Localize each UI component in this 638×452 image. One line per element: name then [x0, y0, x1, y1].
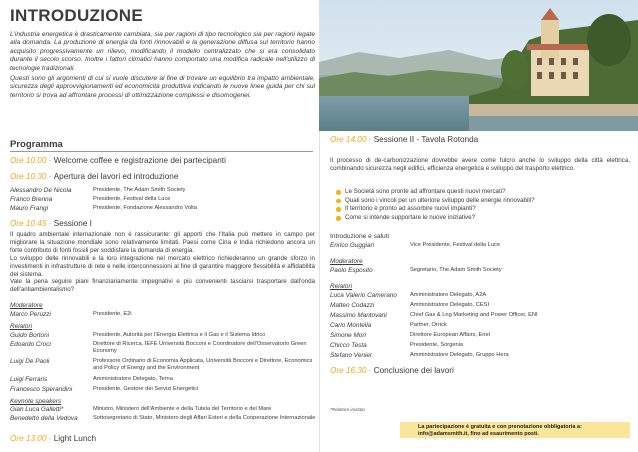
speaker-name: Carlo Montella — [330, 322, 372, 329]
speaker-name: Benedetto della Vedova — [10, 415, 78, 422]
speaker-name: Marco Peruzzi — [10, 311, 51, 318]
speaker-name: Luigi Ferraris — [10, 376, 48, 383]
speaker-name: Edoardo Croci — [10, 341, 51, 348]
speaker-name: Massimo Mantovani — [330, 312, 387, 319]
speaker-name: Paolo Esposito — [330, 267, 373, 274]
speaker-role: Partner, Orrick — [410, 322, 447, 328]
registration-text: La partecipazione è gratuita e con prenotazione obbligatoria a: info@adamsmith.it, fino ad esaurimento posti. — [418, 424, 582, 437]
session-paragraph: Lo sviluppo delle rinnovabili e la loro integrazione nel mercato elettrico richiederanno un grande sforzo in investimenti in infrastrutture di rete e nelle interconnessioni al fine di garantire maggiore flessibilità e affidabilità del sistema. — [10, 254, 315, 278]
agenda-desc: Sessione II - Tavola Rotonda — [373, 135, 479, 144]
agenda-item — [10, 219, 92, 228]
speaker-name: Gian Luca Galletti* — [10, 406, 64, 413]
speaker-role: Presidente, The Adam Smith Society — [93, 187, 186, 193]
agenda-desc: Sessione I — [53, 219, 92, 228]
speaker-name: Alessandro De Nicola — [10, 187, 72, 194]
agenda-item — [10, 172, 178, 181]
speaker-name: Matteo Codazzi — [330, 302, 375, 309]
agenda-item — [10, 156, 226, 165]
speaker-name: Franco Brenna — [10, 196, 53, 203]
speaker-role: Direttore di Ricerca, IEFE Università Bocconi e Coordinatore dell'Osservatorio Green Economy — [93, 341, 307, 354]
footnote: *Relatore invitato — [330, 407, 365, 412]
speaker-role: Direttore European Affairs, Enel — [410, 332, 490, 338]
page-title: INTRODUZIONE — [10, 6, 143, 25]
agenda-item — [10, 434, 96, 443]
speaker-role: Chief Gas & Lng Marketing and Power Officer, ENI — [410, 312, 538, 318]
speaker-name: Luigi De Paoli — [10, 358, 50, 365]
speaker-role: Vice Presidente, Festival della Luce — [410, 242, 500, 248]
agenda-time: Ore 14.00 - — [330, 135, 374, 144]
intro-text — [10, 31, 315, 102]
agenda-item — [330, 366, 454, 375]
speaker-role: Professore Ordinario di Economia Applicata, Università Bocconi e Direttore, Economics and Policy of Energy and the Environment — [93, 358, 313, 371]
speaker-role: Ministro, Ministero dell'Ambiente e della Tutela del Territorio e del Mare — [93, 406, 272, 412]
agenda-desc: Light Lunch — [53, 434, 97, 443]
registration-banner — [400, 422, 630, 438]
session-description — [10, 231, 315, 294]
speaker-role: Amministratore Delegato, CESI — [410, 302, 490, 308]
speaker-role: Amministratore Delegato, A2A — [410, 292, 487, 298]
speaker-role: Amministratore Delegato, Terna — [93, 376, 173, 382]
intro-paragraph: L'industria energetica è drasticamente cambiata, sia per ragioni di tipo tecnologico sia per ragioni legate alla domanda. La produzione di energia da fonti rinnovabili e la generazione diffusa sul territorio hanno acquisito progressivamente un rilievo, modificando il modello centralizzato che si era consolidato durante il secolo scorso. Inoltre i fattori climatici hanno comportato una modifica radicale nell'utilizzo di tecnologie tradizionali. — [10, 31, 315, 72]
lakeside-villa-photo — [319, 0, 638, 131]
agenda-time: Ore 13.00 - — [10, 434, 54, 443]
speaker-name: Chicco Testa — [330, 342, 367, 349]
speaker-name: Mauro Frangi — [10, 205, 49, 212]
session-description: Il processo di de-carbonizzazione dovrebbe avere come fulcro anche lo sviluppo della città elettrica, combinando sicurezza negli edifici, efficienza energetica e sviluppo del trasporto elettrico. — [330, 157, 630, 172]
relatori-label: Relatori — [10, 323, 33, 330]
speaker-role: Presidente, Fondazione Alessandro Volta — [93, 205, 198, 211]
section-heading-programma: Programma — [10, 139, 63, 150]
agenda-desc: Apertura dei lavori ed introduzione — [53, 172, 179, 181]
session-paragraph: Il quadro ambientale internazionale non è rassicurante: gli apporti che l'Italia può mettere in campo per migliorare la situazione mondiale sono relativamente limitati. Paesi come Cina e India richiedono ancora un forte contributo di fonti fossili per soddisfare la domanda di energia. — [10, 231, 315, 254]
session-paragraph: Vale la pena seguire piani finanziariamente impegnativi e più convenienti tasciarsi trasportare dall'onda dell'antiambientalismo? — [10, 278, 315, 294]
speaker-name: Simone Mori — [330, 332, 366, 339]
speaker-name: Francesco Sperandini — [10, 386, 73, 393]
speaker-role: Amministratore Delegato, Gruppo Hera — [410, 352, 509, 358]
agenda-time: Ore 16.30 - — [330, 366, 374, 375]
question-list — [336, 188, 626, 223]
agenda-desc: Welcome coffee e registrazione dei partecipanti — [53, 156, 226, 165]
agenda-time: Ore 10.30 - — [10, 172, 54, 181]
relatori-label: Relatori — [330, 283, 353, 290]
speaker-role: Segretario, The Adam Smith Society — [410, 267, 502, 273]
list-item: Le Società sono pronte ad affrontare questi nuovi mercati? — [336, 188, 626, 197]
speaker-role: Presidente, Gestore dei Servizi Energetici — [93, 386, 199, 392]
intro-paragraph: Questi sono gli argomenti di cui si vuole discutere al fine di trovare un equilibrio tra impatto ambientale, sicurezza degli approvvigionamenti ed economicità produttiva indicando le nuove linee guida per chi sul territorio si trova ad affrontare processi di ottimizzazione complessi e disomogenei. — [10, 75, 315, 99]
speaker-name: Luca Valerio Camerano — [330, 292, 397, 299]
moderatore-label: Moderatore — [10, 302, 43, 309]
speaker-role: Presidente, Sorgenia — [410, 342, 464, 348]
agenda-time: Ore 10.00 - — [10, 156, 54, 165]
speaker-role: Presidente, Autorità per l'Energia Elettrica e il Gas e il Sistema Idrico — [93, 332, 266, 338]
speaker-name: Stefano Venier — [330, 352, 373, 359]
moderatore-label: Moderatore — [330, 258, 363, 265]
intro-saluti-label: Introduzione e saluti — [330, 233, 390, 240]
speaker-name: Guido Bortoni — [10, 332, 50, 339]
agenda-time: Ore 10.45 - — [10, 219, 54, 228]
section-rule — [10, 151, 313, 152]
keynote-label: Keynote speakers — [10, 398, 62, 405]
agenda-desc: Conclusione dei lavori — [373, 366, 454, 375]
speaker-role: Presidente, Festival della Luce — [93, 196, 171, 202]
list-item: Il territorio è pronto ad assorbire nuovi impianti? — [336, 205, 626, 214]
agenda-item — [330, 135, 478, 144]
speaker-name: Enrico Guggiari — [330, 242, 375, 249]
list-item: Come si intende supportare le nuove iniziative? — [336, 214, 626, 223]
speaker-role: Presidente, E2i — [93, 311, 132, 317]
speaker-role: Sottosegretario di Stato, Ministero degli Affari Esteri e della Cooperazione Internazionale — [93, 415, 316, 421]
list-item: Quali sono i vincoli per un ulteriore sviluppo delle energie rinnovabili? — [336, 197, 626, 206]
